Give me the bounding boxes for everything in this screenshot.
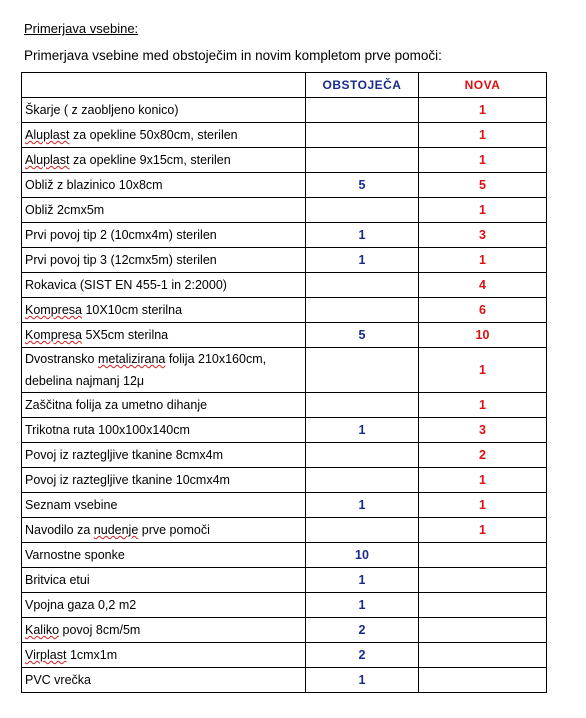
existing-qty (306, 518, 419, 543)
item-name-spellchecked: metalizirana (97, 352, 166, 366)
existing-qty: 10 (306, 543, 419, 568)
item-name: Prvi povoj tip 3 (12cmx5m) sterilen (22, 248, 306, 273)
existing-qty (306, 123, 419, 148)
item-name (22, 298, 306, 323)
header-existing: OBSTOJEČA (306, 73, 419, 98)
existing-qty: 1 (306, 418, 419, 443)
item-name: Varnostne sponke (22, 543, 306, 568)
item-name: Vpojna gaza 0,2 m2 (22, 593, 306, 618)
item-name-pre: Dvostransko (25, 352, 98, 366)
item-name-spellchecked: Kompresa (25, 328, 82, 342)
item-name-rest: za opekline 50x80cm, sterilen (69, 128, 238, 142)
table-row (22, 148, 547, 173)
new-qty: 3 (419, 418, 547, 443)
item-name-spellchecked: nudenje (93, 523, 139, 537)
new-qty (419, 543, 547, 568)
item-name (22, 643, 306, 668)
item-name: Britvica etui (22, 568, 306, 593)
item-name: Obliž z blazinico 10x8cm (22, 173, 306, 198)
table-row (22, 323, 547, 348)
new-qty: 1 (419, 148, 547, 173)
new-qty: 10 (419, 323, 547, 348)
existing-qty: 1 (306, 668, 419, 693)
item-name (22, 123, 306, 148)
new-qty (419, 668, 547, 693)
table-row (22, 248, 547, 273)
item-name (22, 148, 306, 173)
table-row (22, 543, 547, 568)
existing-qty (306, 98, 419, 123)
existing-qty (306, 198, 419, 223)
table-row (22, 298, 547, 323)
existing-qty (306, 443, 419, 468)
existing-qty (306, 298, 419, 323)
new-qty (419, 643, 547, 668)
new-qty (419, 568, 547, 593)
new-qty: 6 (419, 298, 547, 323)
table-row (22, 443, 547, 468)
table-row (22, 643, 547, 668)
existing-qty (306, 148, 419, 173)
item-name: Obliž 2cmx5m (22, 198, 306, 223)
item-name-rest: 1cmx1m (66, 648, 118, 662)
new-qty: 1 (419, 348, 547, 393)
existing-qty (306, 393, 419, 418)
item-name: Seznam vsebine (22, 493, 306, 518)
comparison-table (21, 72, 547, 693)
new-qty: 1 (419, 248, 547, 273)
item-name: Trikotna ruta 100x100x140cm (22, 418, 306, 443)
item-name-spellchecked: Kaliko (25, 623, 60, 637)
new-qty: 3 (419, 223, 547, 248)
item-name-rest: 10X10cm sterilna (81, 303, 183, 317)
table-row (22, 668, 547, 693)
existing-qty: 5 (306, 323, 419, 348)
table-row (22, 593, 547, 618)
item-name-spellchecked: Kompresa (25, 303, 82, 317)
table-row (22, 123, 547, 148)
table-row (22, 173, 547, 198)
item-name: Povoj iz raztegljive tkanine 10cmx4m (22, 468, 306, 493)
table-row (22, 273, 547, 298)
table-row (22, 618, 547, 643)
item-name: Zaščitna folija za umetno dihanje (22, 393, 306, 418)
new-qty: 1 (419, 198, 547, 223)
table-row (22, 198, 547, 223)
item-name (22, 618, 306, 643)
new-qty: 1 (419, 123, 547, 148)
new-qty: 1 (419, 518, 547, 543)
item-name (22, 518, 306, 543)
table-row (22, 223, 547, 248)
item-name: Povoj iz raztegljive tkanine 8cmx4m (22, 443, 306, 468)
new-qty: 1 (419, 468, 547, 493)
table-header-row (22, 73, 547, 98)
new-qty (419, 618, 547, 643)
table-row (22, 393, 547, 418)
header-new: NOVA (419, 73, 547, 98)
existing-qty: 1 (306, 493, 419, 518)
new-qty (419, 593, 547, 618)
item-name-rest: povoj 8cm/5m (59, 623, 141, 637)
item-name: Škarje ( z zaobljeno konico) (22, 98, 306, 123)
item-name-rest: folija 210x160cm, debelina najmanj 12μ (25, 352, 267, 388)
new-qty: 5 (419, 173, 547, 198)
item-name-rest: za opekline 9x15cm, sterilen (69, 153, 231, 167)
table-row (22, 468, 547, 493)
item-name: PVC vrečka (22, 668, 306, 693)
table-row (22, 518, 547, 543)
item-name-pre: Navodilo za (25, 523, 94, 537)
header-item (22, 73, 306, 98)
existing-qty (306, 348, 419, 393)
new-qty: 4 (419, 273, 547, 298)
new-qty: 1 (419, 393, 547, 418)
existing-qty: 1 (306, 248, 419, 273)
item-name: Prvi povoj tip 2 (10cmx4m) sterilen (22, 223, 306, 248)
new-qty: 1 (419, 98, 547, 123)
table-row (22, 348, 547, 393)
existing-qty: 5 (306, 173, 419, 198)
existing-qty: 1 (306, 568, 419, 593)
item-name (22, 323, 306, 348)
existing-qty (306, 273, 419, 298)
table-row (22, 568, 547, 593)
item-name: Rokavica (SIST EN 455-1 in 2:2000) (22, 273, 306, 298)
item-name-rest: 5X5cm sterilna (81, 328, 169, 342)
new-qty: 1 (419, 493, 547, 518)
page-subheading: Primerjava vsebine med obstoječim in novim kompletom prve pomoči: (24, 48, 442, 63)
existing-qty: 1 (306, 593, 419, 618)
item-name-spellchecked: Aluplast (25, 153, 70, 167)
existing-qty: 1 (306, 223, 419, 248)
item-name-spellchecked: Virplast (25, 648, 67, 662)
table-row (22, 98, 547, 123)
existing-qty: 2 (306, 618, 419, 643)
new-qty: 2 (419, 443, 547, 468)
existing-qty (306, 468, 419, 493)
item-name (22, 348, 306, 393)
existing-qty: 2 (306, 643, 419, 668)
table-row (22, 418, 547, 443)
table-row (22, 493, 547, 518)
item-name-spellchecked: Aluplast (25, 128, 70, 142)
page-heading: Primerjava vsebine: (24, 21, 139, 36)
item-name-rest: prve pomoči (138, 523, 210, 537)
